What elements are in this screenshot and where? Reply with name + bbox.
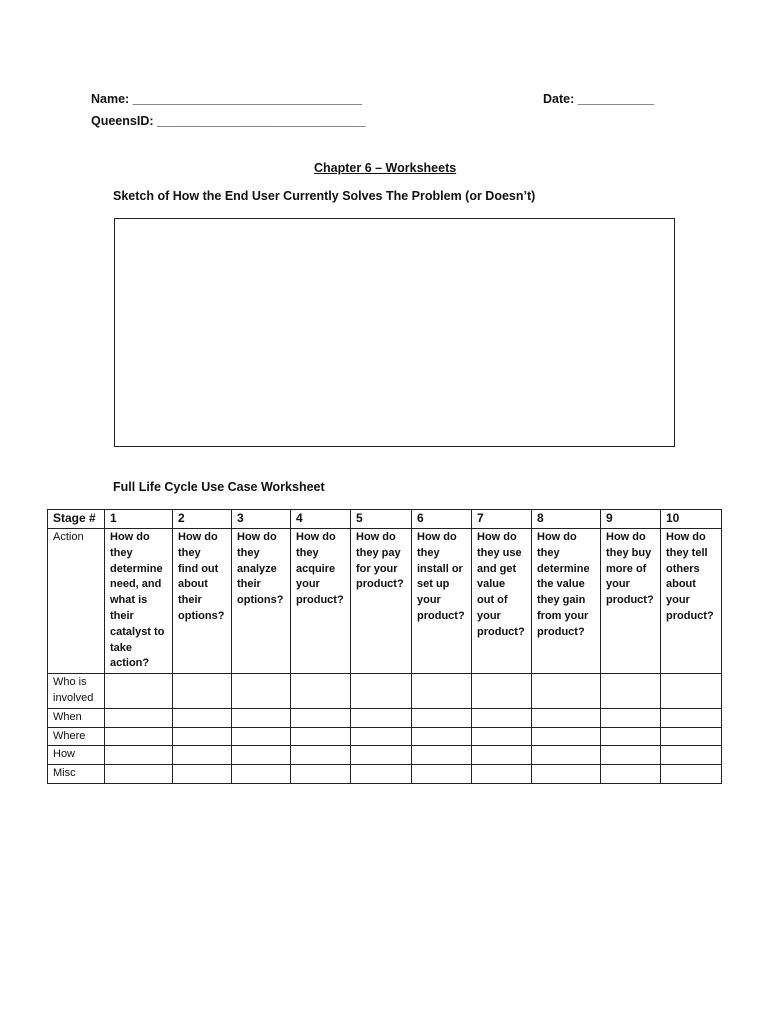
- name-blank[interactable]: _________________________________: [132, 92, 363, 106]
- stage-number-cell: 6: [412, 510, 472, 529]
- blank-entry-cell[interactable]: [601, 708, 661, 727]
- blank-entry-cell[interactable]: [601, 674, 661, 709]
- blank-entry-cell[interactable]: [232, 727, 291, 746]
- blank-entry-cell[interactable]: [291, 765, 351, 784]
- action-question-cell: How do they determine the value they gain from your product?: [532, 529, 601, 674]
- blank-entry-cell[interactable]: [412, 765, 472, 784]
- blank-entry-cell[interactable]: [601, 746, 661, 765]
- page-title: Chapter 6 – Worksheets: [314, 161, 457, 175]
- blank-entry-cell[interactable]: [173, 727, 232, 746]
- stage-number-cell: 10: [661, 510, 722, 529]
- row-label: How: [48, 746, 105, 765]
- blank-entry-cell[interactable]: [661, 765, 722, 784]
- blank-entry-cell[interactable]: [661, 674, 722, 709]
- blank-entry-cell[interactable]: [173, 765, 232, 784]
- row-label: Where: [48, 727, 105, 746]
- queensid-blank[interactable]: ______________________________: [157, 114, 366, 128]
- blank-entry-cell[interactable]: [532, 727, 601, 746]
- table-row: [48, 708, 722, 727]
- blank-entry-cell[interactable]: [412, 727, 472, 746]
- blank-entry-cell[interactable]: [472, 674, 532, 709]
- table-row: [48, 746, 722, 765]
- lifecycle-heading: Full Life Cycle Use Case Worksheet: [113, 480, 325, 494]
- blank-entry-cell[interactable]: [173, 746, 232, 765]
- blank-entry-cell[interactable]: [661, 746, 722, 765]
- stage-header-cell: Stage #: [48, 510, 105, 529]
- blank-entry-cell[interactable]: [412, 746, 472, 765]
- sketch-box[interactable]: [114, 218, 675, 447]
- blank-entry-cell[interactable]: [105, 746, 173, 765]
- blank-entry-cell[interactable]: [105, 765, 173, 784]
- blank-entry-cell[interactable]: [291, 674, 351, 709]
- table-row: [48, 727, 722, 746]
- table-header-row: [48, 510, 722, 529]
- blank-entry-cell[interactable]: [532, 746, 601, 765]
- queensid-label: QueensID:: [91, 114, 154, 128]
- blank-entry-cell[interactable]: [105, 708, 173, 727]
- stage-number-cell: 9: [601, 510, 661, 529]
- row-label: Misc: [48, 765, 105, 784]
- name-field[interactable]: [91, 92, 362, 106]
- blank-entry-cell[interactable]: [351, 708, 412, 727]
- stage-number-cell: 5: [351, 510, 412, 529]
- blank-entry-cell[interactable]: [105, 674, 173, 709]
- date-blank[interactable]: ___________: [577, 92, 655, 106]
- blank-entry-cell[interactable]: [105, 727, 173, 746]
- blank-entry-cell[interactable]: [532, 674, 601, 709]
- blank-entry-cell[interactable]: [472, 708, 532, 727]
- lifecycle-table: [47, 509, 722, 784]
- blank-entry-cell[interactable]: [291, 708, 351, 727]
- table-row: [48, 765, 722, 784]
- action-question-cell: How do they determine need, and what is their catalyst to take action?: [105, 529, 173, 674]
- row-label: Who is involved: [48, 674, 105, 709]
- stage-number-cell: 1: [105, 510, 173, 529]
- action-question-cell: How do they pay for your product?: [351, 529, 412, 674]
- blank-entry-cell[interactable]: [351, 674, 412, 709]
- blank-entry-cell[interactable]: [351, 727, 412, 746]
- stage-number-cell: 4: [291, 510, 351, 529]
- action-row-label: Action: [48, 529, 105, 674]
- blank-entry-cell[interactable]: [412, 674, 472, 709]
- blank-entry-cell[interactable]: [601, 765, 661, 784]
- blank-entry-cell[interactable]: [232, 674, 291, 709]
- name-label: Name:: [91, 92, 130, 106]
- action-question-cell: How do they buy more of your product?: [601, 529, 661, 674]
- blank-entry-cell[interactable]: [232, 746, 291, 765]
- action-question-cell: How do they acquire your product?: [291, 529, 351, 674]
- blank-entry-cell[interactable]: [661, 727, 722, 746]
- table-row: [48, 674, 722, 709]
- blank-entry-cell[interactable]: [291, 746, 351, 765]
- blank-entry-cell[interactable]: [351, 746, 412, 765]
- row-label: When: [48, 708, 105, 727]
- stage-number-cell: 3: [232, 510, 291, 529]
- blank-entry-cell[interactable]: [351, 765, 412, 784]
- stage-number-cell: 2: [173, 510, 232, 529]
- blank-entry-cell[interactable]: [661, 708, 722, 727]
- action-question-cell: How do they find out about their options?: [173, 529, 232, 674]
- blank-entry-cell[interactable]: [173, 708, 232, 727]
- action-question-cell: How do they use and get value out of your product?: [472, 529, 532, 674]
- stage-number-cell: 7: [472, 510, 532, 529]
- blank-entry-cell[interactable]: [232, 765, 291, 784]
- stage-number-cell: 8: [532, 510, 601, 529]
- table-row: [48, 529, 722, 674]
- blank-entry-cell[interactable]: [173, 674, 232, 709]
- blank-entry-cell[interactable]: [472, 765, 532, 784]
- blank-entry-cell[interactable]: [532, 708, 601, 727]
- blank-entry-cell[interactable]: [472, 746, 532, 765]
- queensid-field[interactable]: [91, 114, 366, 128]
- blank-entry-cell[interactable]: [532, 765, 601, 784]
- action-question-cell: How do they analyze their options?: [232, 529, 291, 674]
- blank-entry-cell[interactable]: [472, 727, 532, 746]
- blank-entry-cell[interactable]: [412, 708, 472, 727]
- action-question-cell: How do they install or set up your product?: [412, 529, 472, 674]
- blank-entry-cell[interactable]: [291, 727, 351, 746]
- date-field[interactable]: [543, 92, 654, 106]
- action-question-cell: How do they tell others about your product?: [661, 529, 722, 674]
- date-label: Date:: [543, 92, 575, 106]
- blank-entry-cell[interactable]: [232, 708, 291, 727]
- blank-entry-cell[interactable]: [601, 727, 661, 746]
- sketch-heading: Sketch of How the End User Currently Solves The Problem (or Doesn’t): [113, 189, 536, 203]
